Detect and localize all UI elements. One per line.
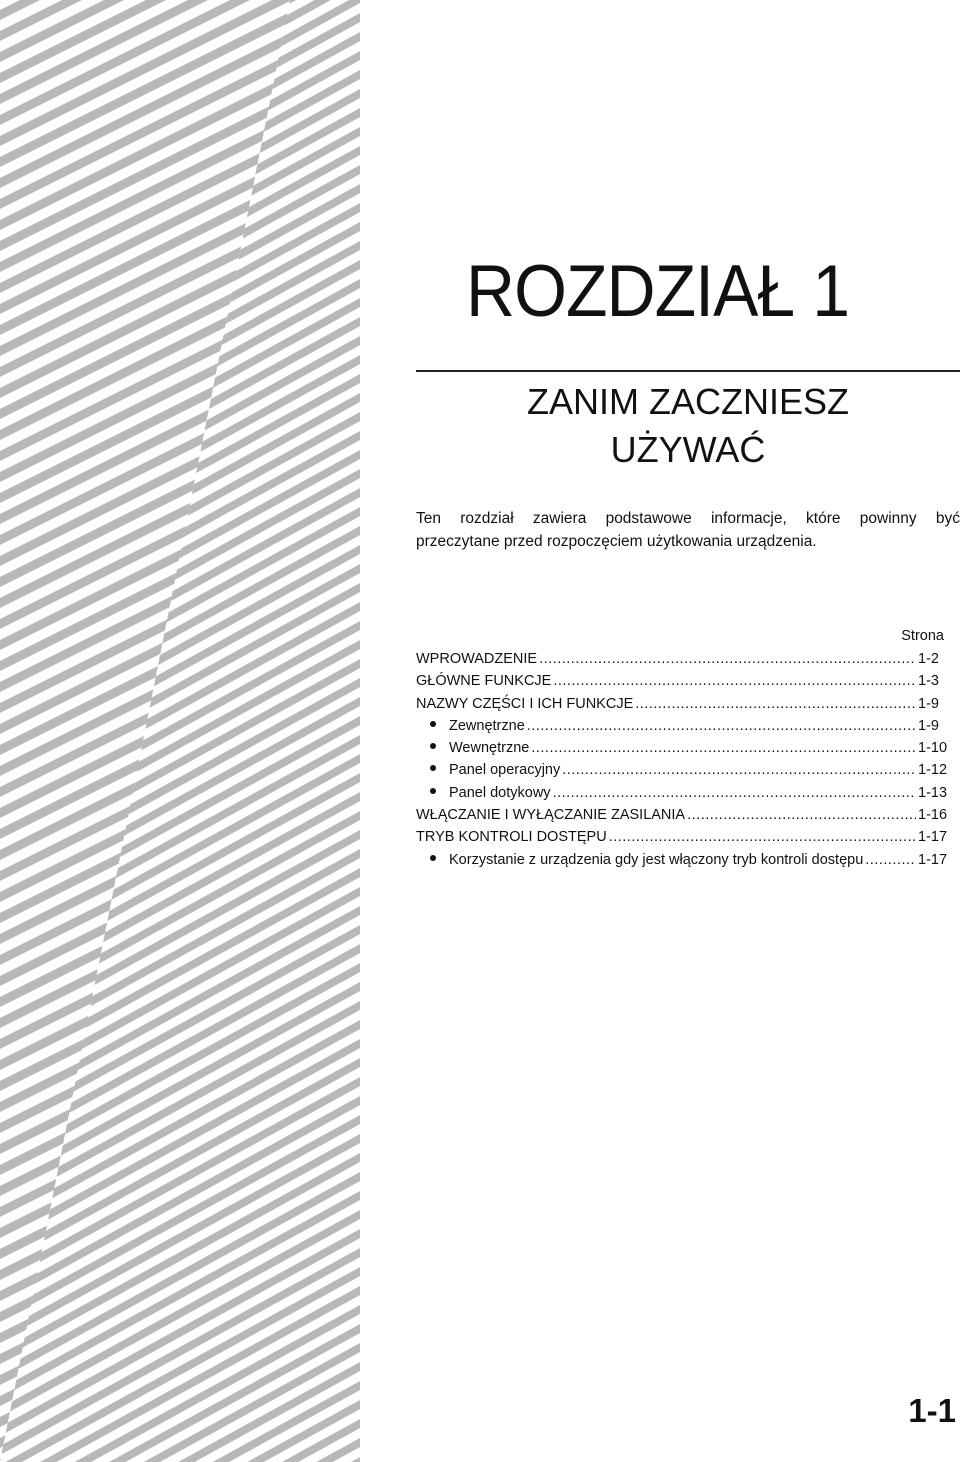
toc-leader	[562, 759, 916, 781]
toc-subentry[interactable]	[416, 849, 960, 871]
title-divider	[416, 370, 960, 372]
toc-leader	[609, 826, 916, 848]
stripe	[0, 0, 360, 3]
toc-subentry[interactable]	[416, 759, 960, 781]
chapter-subtitle	[416, 378, 960, 474]
toc-leader	[553, 670, 916, 692]
toc-entry[interactable]	[416, 693, 960, 715]
toc-entry-page: 1-16	[918, 807, 948, 824]
toc-page-header: Strona	[901, 628, 944, 644]
toc-leader	[531, 737, 916, 759]
toc-leader	[527, 715, 916, 737]
toc-entry-page: 1-10	[918, 740, 948, 757]
toc-entry-page: 1-12	[918, 762, 948, 779]
toc-entry-title: WPROWADZENIE	[416, 651, 538, 667]
toc-entry[interactable]	[416, 648, 960, 670]
stripe	[0, 0, 360, 117]
bullet-icon	[430, 788, 436, 794]
toc-entry-page: 1-2	[918, 651, 939, 667]
toc-entry-title: WŁĄCZANIE I WYŁĄCZANIE ZASILANIA	[416, 807, 686, 824]
toc-subentry[interactable]	[416, 715, 960, 737]
toc-entry-title: Zewnętrzne	[449, 717, 525, 734]
toc-entry-title: Panel operacyjny	[449, 762, 561, 779]
toc-subentry[interactable]	[416, 737, 960, 759]
toc-leader	[539, 648, 916, 670]
subtitle-line-1: ZANIM ZACZNIESZ	[527, 381, 849, 422]
bullet-icon	[430, 765, 436, 771]
subtitle-line-2: UŻYWAĆ	[610, 429, 766, 470]
toc-entry-page: 1-3	[918, 673, 939, 690]
toc-entry-title: NAZWY CZĘŚCI I ICH FUNKCJE	[416, 695, 634, 712]
toc-entry-title: TRYB KONTROLI DOSTĘPU	[416, 829, 607, 846]
toc-entry[interactable]	[416, 826, 960, 848]
table-of-contents	[416, 624, 960, 871]
intro-line-1: Ten rozdział zawiera podstawowe informacje, które powinny być	[416, 510, 960, 527]
intro-line-2: przeczytane przed rozpoczęciem użytkowania urządzenia.	[416, 533, 817, 550]
chapter-title: ROZDZIAŁ 1	[466, 251, 850, 332]
bullet-icon	[430, 743, 436, 749]
toc-entry-page: 1-17	[918, 851, 948, 868]
toc-entry-page: 1-9	[918, 717, 939, 734]
toc-entry-title: GŁÓWNE FUNKCJE	[416, 673, 552, 690]
toc-entry-title: Wewnętrzne	[449, 740, 530, 757]
toc-subentry[interactable]	[416, 782, 960, 804]
decorative-stripe-band	[0, 0, 360, 1462]
toc-entry-page: 1-13	[918, 784, 948, 801]
chapter-intro	[416, 507, 960, 553]
toc-entry-title: Korzystanie z urządzenia gdy jest włączony tryb kontroli dostępu	[449, 851, 864, 868]
bullet-icon	[430, 855, 436, 861]
toc-entry-title: Panel dotykowy	[449, 784, 551, 801]
toc-entry[interactable]	[416, 670, 960, 692]
toc-entry[interactable]	[416, 804, 960, 826]
toc-leader	[865, 849, 916, 871]
toc-entry-page: 1-9	[918, 695, 939, 712]
toc-leader	[635, 693, 916, 715]
toc-entry-page: 1-17	[918, 829, 948, 846]
toc-leader	[553, 782, 916, 804]
bullet-icon	[430, 721, 436, 727]
page-number: 1-1	[908, 1392, 956, 1429]
toc-leader	[687, 804, 916, 826]
